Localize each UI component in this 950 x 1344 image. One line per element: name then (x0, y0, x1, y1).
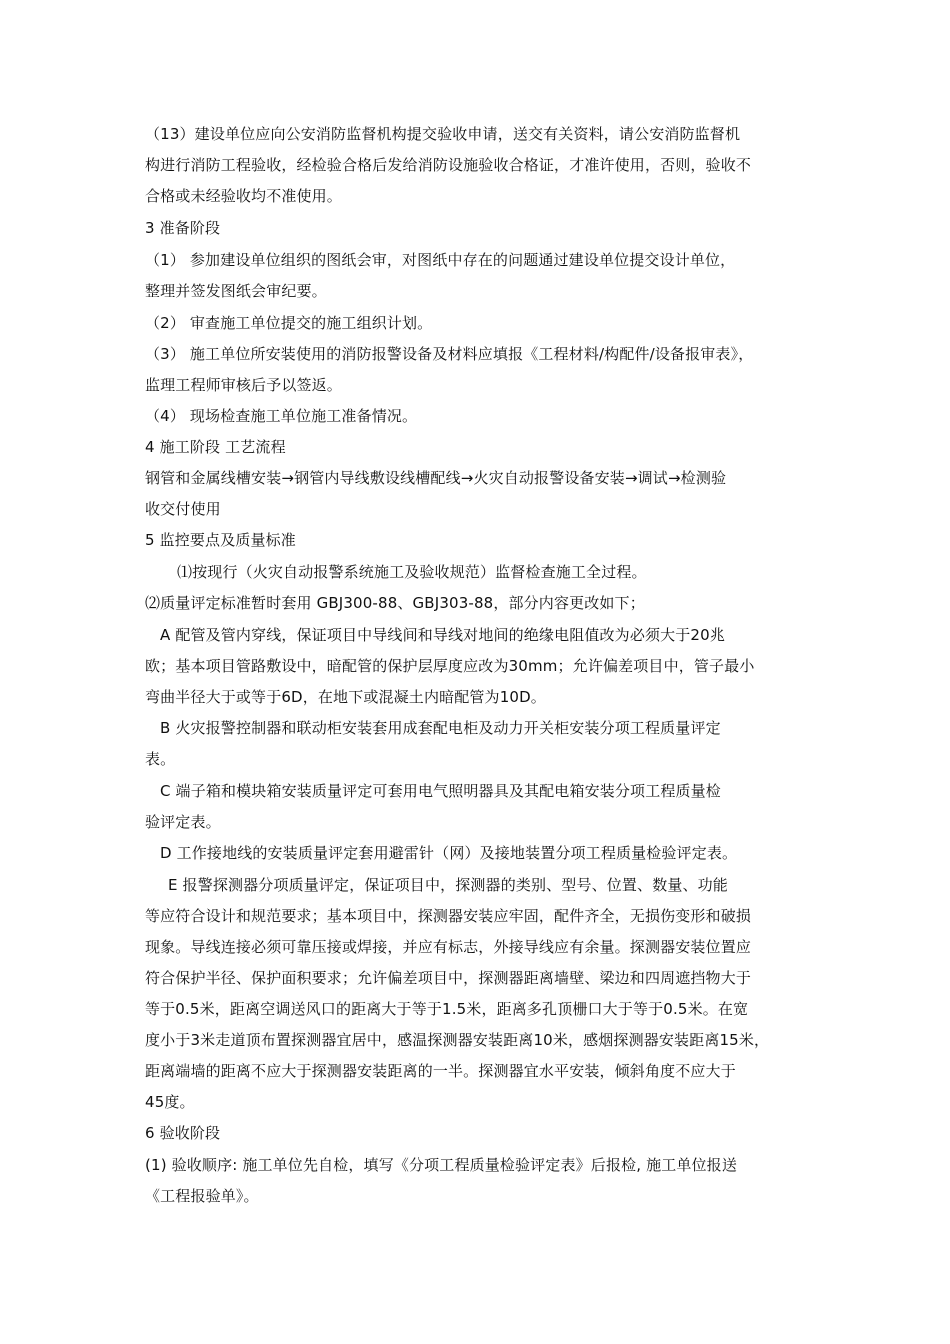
item-b-line-1: B 火灾报警控制器和联动柜安装套用成套配电柜及动力开关柜安装分项工程质量评定 (160, 719, 721, 737)
acceptance-item-1-line-1: (1) 验收顺序: 施工单位先自检，填写《分项工程质量检验评定表》后报检, 施工单位报送 (145, 1156, 737, 1174)
item-3-line-2: 监理工程师审核后予以签返。 (145, 376, 342, 394)
section-3-heading: 3 准备阶段 (145, 219, 221, 237)
item-3-line-1: （3） 施工单位所安装使用的消防报警设备及材料应填报《工程材料/构配件/设备报审表》， (145, 345, 754, 363)
item-d: D 工作接地线的安装质量评定套用避雷针（网）及接地装置分项工程质量检验评定表。 (160, 844, 738, 862)
item-e-line-8: 45度。 (145, 1093, 195, 1111)
item-c-line-2: 验评定表。 (145, 813, 221, 831)
paragraph-13-line-3: 合格或未经验收均不准使用。 (145, 187, 342, 205)
item-e-line-6: 度小于3米走道顶布置探测器宜居中，感温探测器安装距离10米，感烟探测器安装距离15米， (145, 1031, 770, 1049)
item-b-line-2: 表。 (145, 750, 176, 768)
item-e-line-5: 等于0.5米，距离空调送风口的距离大于等于1.5米，距离多孔顶栅口大于等于0.5米。在宽 (145, 1000, 749, 1018)
process-flow-line-1: 钢管和金属线槽安装→钢管内导线敷设线槽配线→火灾自动报警设备安装→调试→检测验 (145, 469, 727, 487)
sub-item-1: ⑴按现行（火灾自动报警系统施工及验收规范）监督检查施工全过程。 (177, 563, 647, 581)
item-1-line-2: 整理并签发图纸会审纪要。 (145, 282, 327, 300)
item-1-line-1: （1） 参加建设单位组织的图纸会审，对图纸中存在的问题通过建设单位提交设计单位， (145, 251, 736, 269)
sub-item-2: ⑵质量评定标准暂时套用 GBJ300-88、GBJ303-88，部分内容更改如下； (145, 594, 645, 612)
item-a-line-2: 欧；基本项目管路敷设中，暗配管的保护层厚度应改为30mm；允许偏差项目中，管子最小 (145, 657, 755, 675)
item-a-line-3: 弯曲半径大于或等于6D，在地下或混凝土内暗配管为10D。 (145, 688, 546, 706)
section-5-heading: 5 监控要点及质量标准 (145, 531, 296, 549)
item-e-line-4: 符合保护半径、保护面积要求；允许偏差项目中，探测器距离墙壁、梁边和四周遮挡物大于 (145, 969, 752, 987)
item-c-line-1: C 端子箱和模块箱安装质量评定可套用电气照明器具及其配电箱安装分项工程质量检 (160, 782, 721, 800)
section-6-heading: 6 验收阶段 (145, 1124, 221, 1142)
item-a-line-1: A 配管及管内穿线，保证项目中导线间和导线对地间的绝缘电阻值改为必须大于20兆 (160, 626, 725, 644)
paragraph-13-line-1: （13）建设单位应向公安消防监督机构提交验收申请，送交有关资料，请公安消防监督机 (145, 125, 741, 143)
item-e-line-2: 等应符合设计和规范要求；基本项目中，探测器安装应牢固，配件齐全，无损伤变形和破损 (145, 907, 752, 925)
item-4: （4） 现场检查施工单位施工准备情况。 (145, 407, 418, 425)
item-e-line-3: 现象。导线连接必须可靠压接或焊接，并应有标志，外接导线应有余量。探测器安装位置应 (145, 938, 752, 956)
item-e-line-7: 距离端墙的距离不应大于探测器安装距离的一半。探测器宜水平安装，倾斜角度不应大于 (145, 1062, 736, 1080)
item-e-line-1: E 报警探测器分项质量评定，保证项目中，探测器的类别、型号、位置、数量、功能 (168, 876, 728, 894)
process-flow-line-2: 收交付使用 (145, 500, 221, 518)
paragraph-13-line-2: 构进行消防工程验收，经检验合格后发给消防设施验收合格证，才准许使用，否则，验收不 (145, 156, 752, 174)
acceptance-item-1-line-2: 《工程报验单》。 (145, 1187, 259, 1205)
item-2: （2） 审查施工单位提交的施工组织计划。 (145, 314, 433, 332)
section-4-heading: 4 施工阶段 工艺流程 (145, 438, 286, 456)
